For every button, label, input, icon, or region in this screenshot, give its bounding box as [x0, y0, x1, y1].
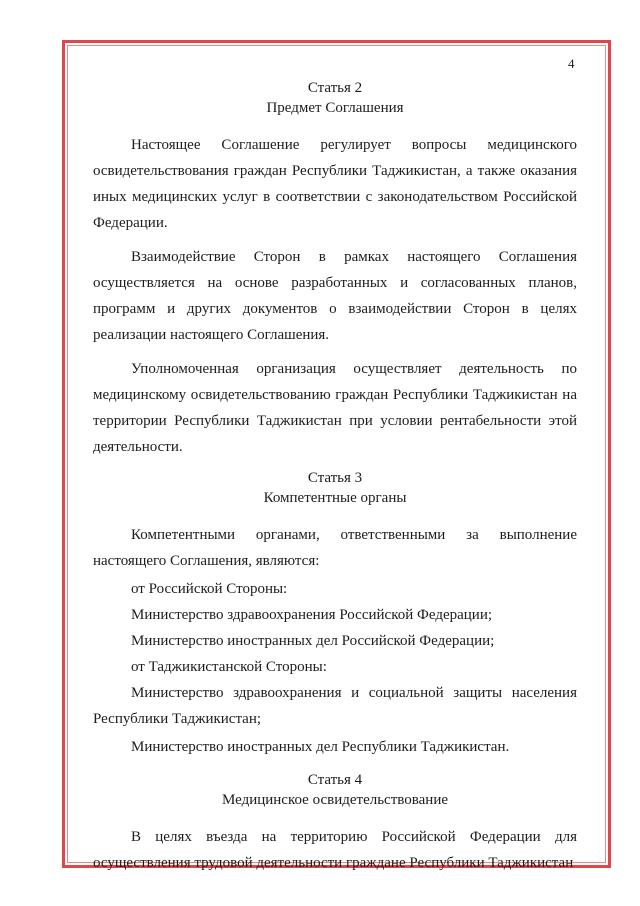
paragraph: Уполномоченная организация осуществляет деятельность по медицинскому освидетельствованию граждан Республики Таджикистан на территории Республики Таджикистан при условии рентабельности этой деятельности. — [93, 361, 577, 455]
list-item: Министерство здравоохранения Российской Федерации; — [131, 607, 493, 623]
paragraph: В целях въезда на территорию Российской Федерации для осуществления трудовой деятельности граждане Республики Таджикистан — [93, 829, 577, 871]
list-item: от Российской Стороны: — [131, 581, 288, 597]
list-item: от Таджикистанской Стороны: — [131, 659, 327, 675]
paragraph: Взаимодействие Сторон в рамках настоящего Соглашения осуществляется на основе разработанных и согласованных планов, программ и других документов о взаимодействии Сторон в целях реализации настоящего Соглашения. — [93, 249, 577, 343]
article-2 — [93, 78, 577, 460]
article-title: Медицинское освидетельствование — [221, 792, 449, 808]
article-title: Предмет Соглашения — [266, 100, 404, 116]
paragraph: Компетентными органами, ответственными за выполнение настоящего Соглашения, являются: — [93, 527, 577, 569]
article-3 — [93, 468, 577, 760]
document-body — [93, 78, 577, 878]
list-item: Министерство здравоохранения и социальной защиты населения Республики Таджикистан; — [93, 685, 577, 727]
article-4 — [93, 770, 577, 876]
page-number: 4 — [568, 56, 575, 71]
paragraph: Настоящее Соглашение регулирует вопросы медицинского освидетельствования граждан Республики Таджикистан, а также оказания иных медицинских услуг в соответствии с законодательством Российской Федерации. — [93, 137, 577, 231]
article-number: Статья 2 — [307, 80, 363, 96]
article-number: Статья 3 — [307, 470, 363, 486]
list-item: Министерство иностранных дел Республики Таджикистан. — [131, 739, 510, 755]
article-number: Статья 4 — [307, 772, 363, 788]
list-item: Министерство иностранных дел Российской Федерации; — [131, 633, 495, 649]
article-title: Компетентные органы — [263, 490, 407, 506]
